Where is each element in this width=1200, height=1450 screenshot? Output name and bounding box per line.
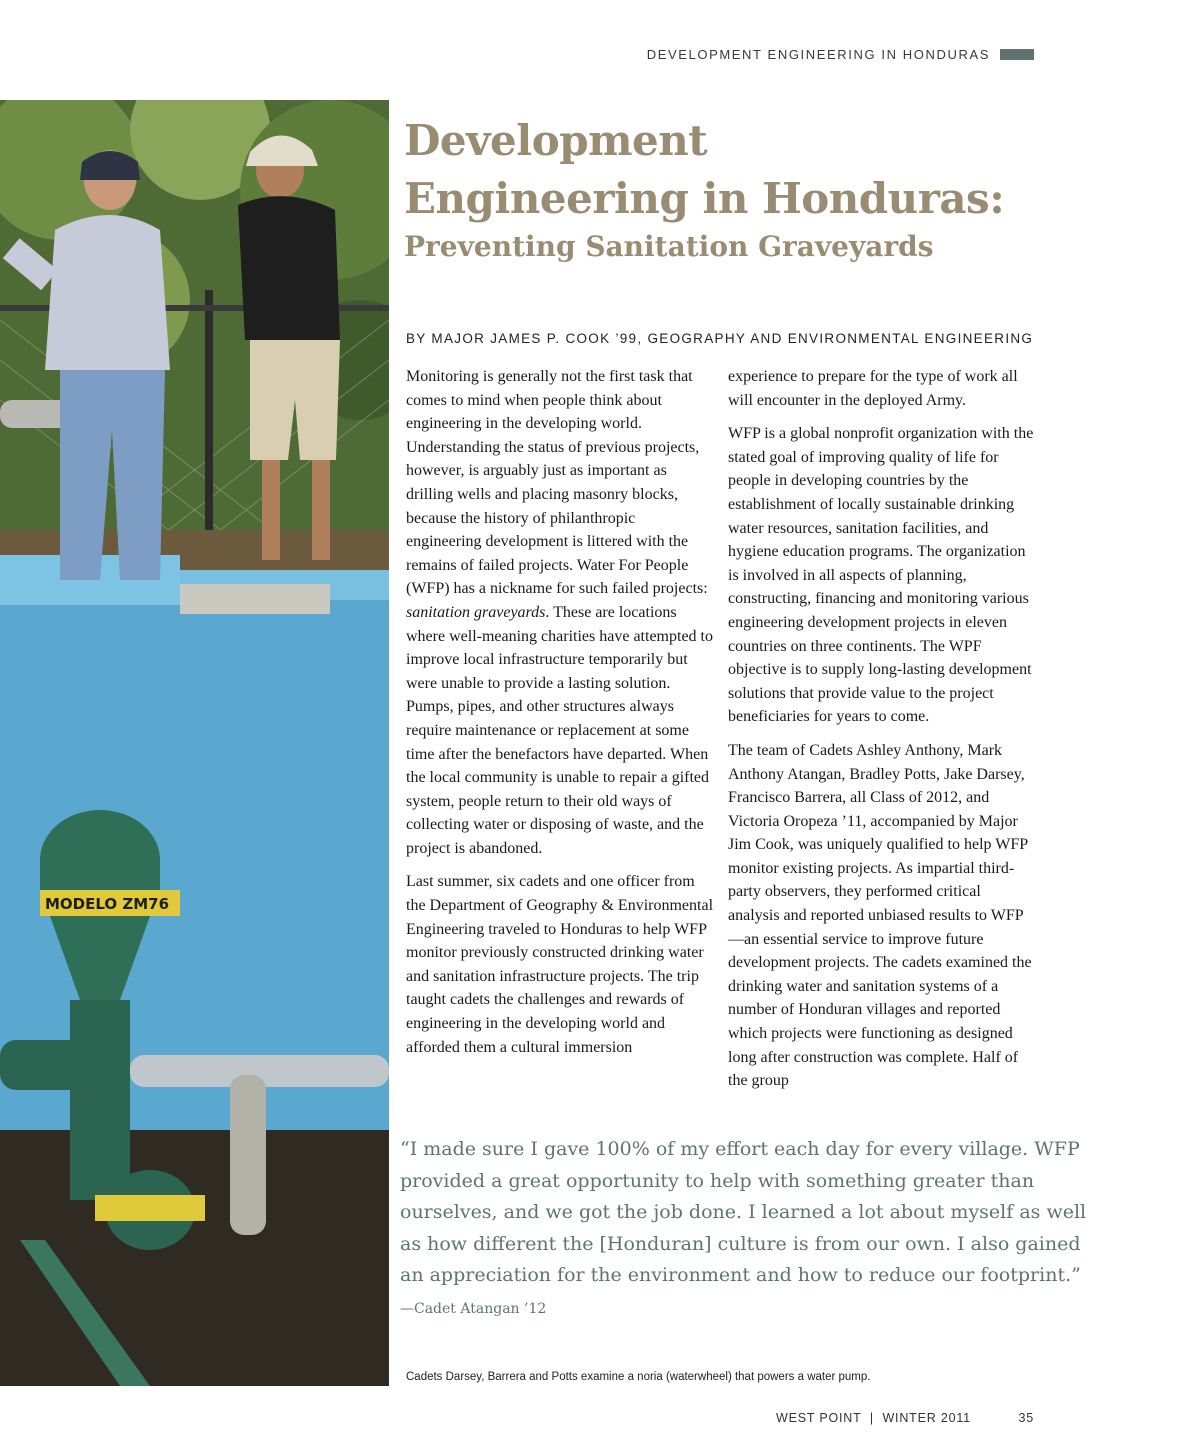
title-line-1: Development: [404, 116, 708, 165]
paragraph-1-emphasis: sanitation graveyards: [406, 603, 546, 621]
byline: BY MAJOR JAMES P. COOK ’99, GEOGRAPHY AND ENVIRONMENTAL ENGINEERING: [406, 331, 1034, 346]
pull-quote-text: “I made sure I gave 100% of my effort each day for every village. WFP provided a great opportunity to help with something greater than ourselves, and we got the job done. I learned a lot about myself as well as how different the [Honduran] culture is from our own. I also gained an appreciation for the environment and how to reduce our footprint.”: [400, 1138, 1087, 1286]
paragraph-1-text-a: Monitoring is generally not the first task that comes to mind when people think about engineering in the developing world. Understanding the status of previous projects, however, is arguably just as important as drilling wells and placing masonry blocks, because the history of philanthropic engineering development is littered with the remains of failed projects. Water For People (WFP) has a nickname for such failed projects:: [406, 368, 708, 598]
pull-quote: [400, 1134, 1090, 1325]
paragraph-3: experience to prepare for the type of work all will encounter in the deployed Army.: [728, 368, 1018, 409]
accent-bar: [1000, 49, 1034, 60]
page-number: 35: [1018, 1411, 1034, 1425]
running-header: [647, 47, 1034, 62]
column-left: [406, 365, 714, 1069]
column-right: [728, 365, 1036, 1103]
article-photo: [0, 100, 389, 1386]
publication-info: WEST POINT | WINTER 2011: [776, 1411, 971, 1425]
paragraph-4: WFP is a global nonprofit organization with the stated goal of improving quality of life for people in developing countries by the establishment of locally sustainable drinking water resources, sanitation facilities, and hygiene education programs. The organization is involved in all aspects of planning, constructing, financing and monitoring various engineering development projects in eleven countries on three continents. The WPF objective is to supply long-lasting development solutions that provide value to the project beneficiaries for years to come.: [728, 425, 1034, 726]
paragraph-1-text-b: . These are locations where well-meaning charities have attempted to improve local infrastructure temporarily but were unable to provide a lasting solution. Pumps, pipes, and other structures always require maintenance or replacement at some time after the benefactors have departed. When the local community is unable to repair a gifted system, people return to their old ways of collecting water or disposing of waste, and the project is abandoned.: [406, 603, 713, 857]
article-subtitle: Preventing Sanitation Graveyards: [404, 230, 934, 263]
pump-label: MODELO ZM76: [45, 895, 170, 913]
photo-caption: Cadets Darsey, Barrera and Potts examine a noria (waterwheel) that powers a water pump.: [406, 1371, 871, 1383]
running-title: DEVELOPMENT ENGINEERING IN HONDURAS: [646, 47, 990, 62]
paragraph-1: [406, 365, 714, 860]
paragraph-2: Last summer, six cadets and one officer from the Department of Geography & Environmental Engineering traveled to Honduras to help WFP monitor previously constructed drinking water and sanitation infrastructure projects. The trip taught cadets the challenges and rewards of engineering in the developing world and afforded them a cultural immersion: [406, 873, 714, 1056]
paragraph-5: The team of Cadets Ashley Anthony, Mark Anthony Atangan, Bradley Potts, Jake Darsey, Francisco Barrera, all Class of 2012, and Victoria Oropeza ’11, accompanied by Major Jim Cook, was uniquely qualified to help WFP monitor existing projects. As impartial third-party observers, they performed critical analysis and reported unbiased results to WFP—an essential service to improve future development projects. The cadets examined the drinking water and sanitation systems of a number of Honduran villages and reported which projects were functioning as designed long after construction was complete. Half of the group: [728, 741, 1032, 1090]
pull-quote-attribution: —Cadet Atangan ’12: [400, 1300, 547, 1317]
page-footer: [776, 1411, 1034, 1425]
article-title: [404, 112, 1004, 228]
title-line-2: Engineering in Honduras:: [404, 174, 1005, 223]
